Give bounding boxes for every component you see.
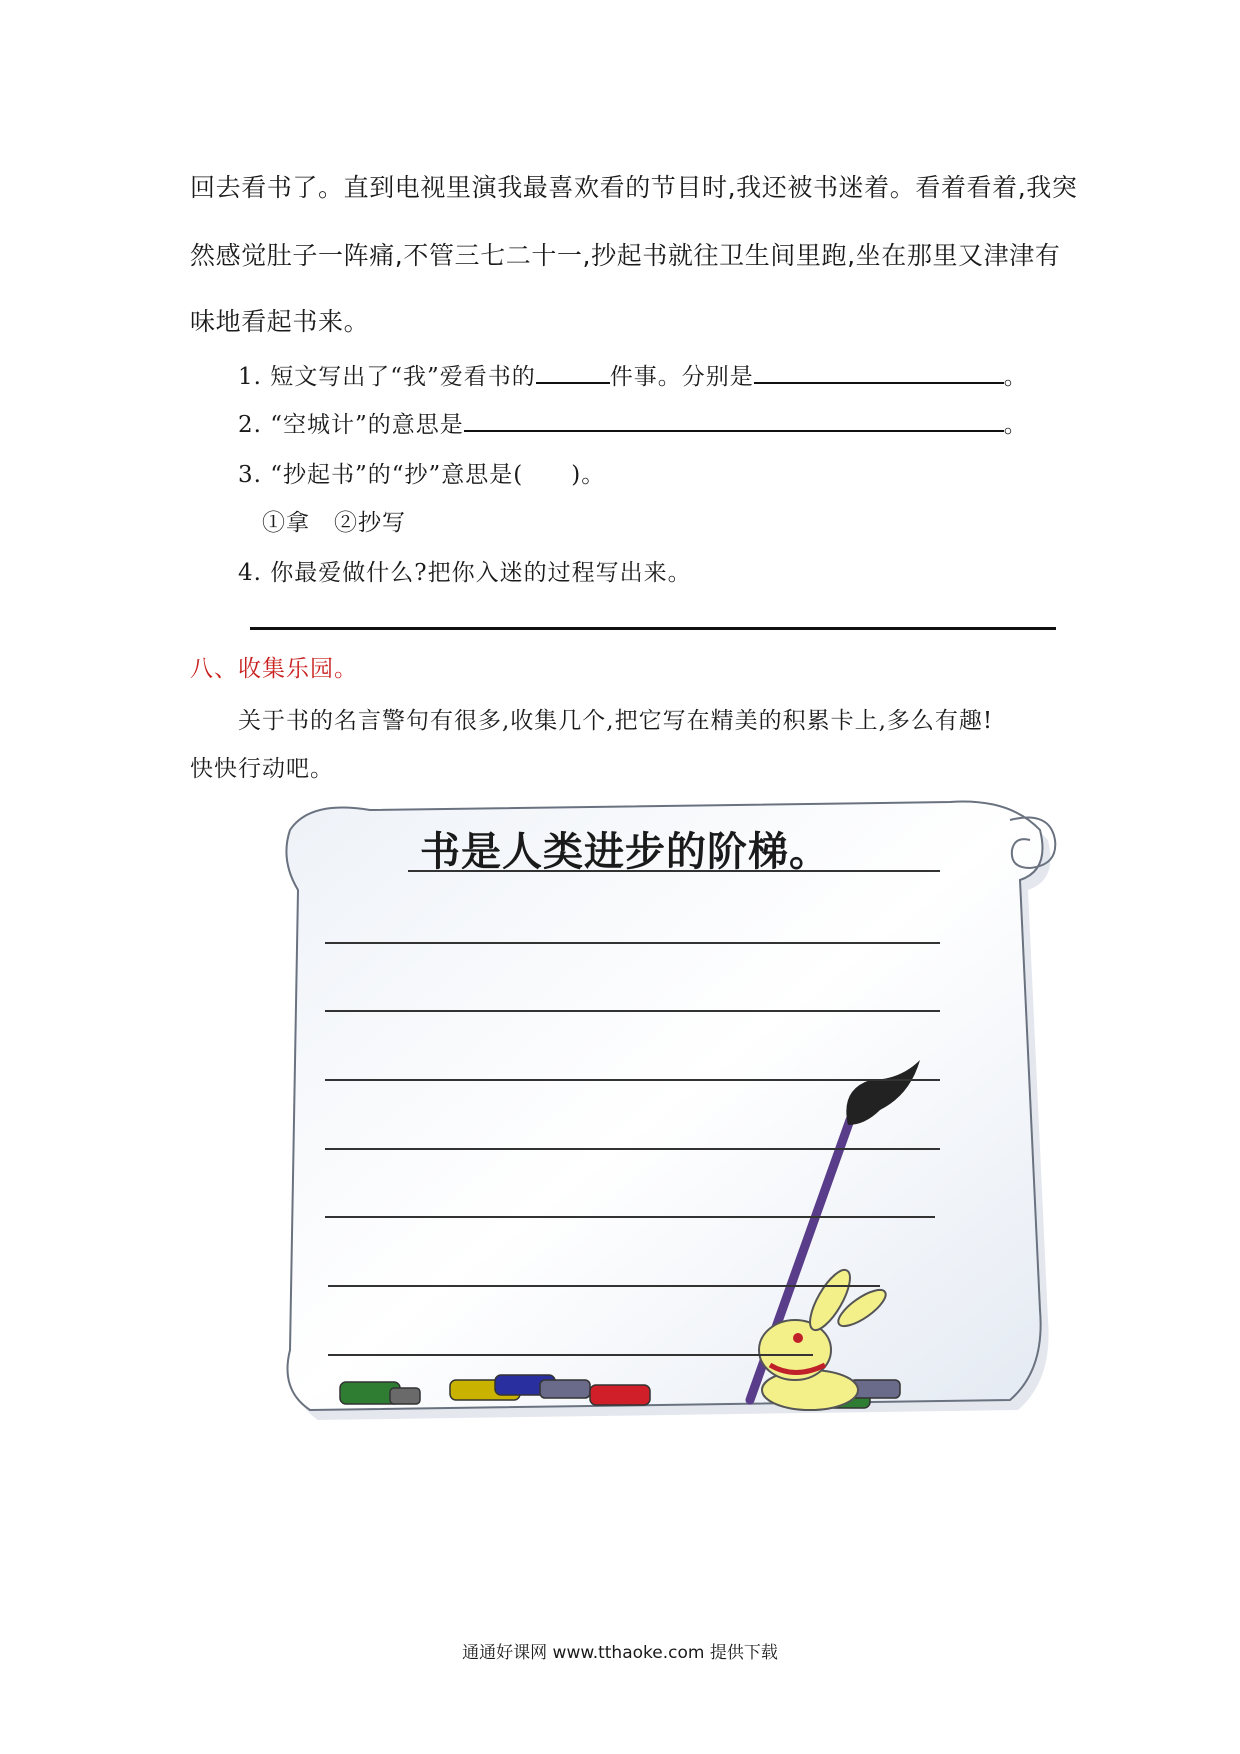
section-8-para-line-2: 快快行动吧。 <box>190 756 334 782</box>
card-line-7[interactable] <box>328 1285 880 1287</box>
question-1 <box>238 358 1028 391</box>
question-1-text-a: 1. 短文写出了“我”爱看书的 <box>238 364 536 390</box>
card-line-3[interactable] <box>325 1010 940 1012</box>
footer-text: 通通好课网 www.tthaoke.com 提供下载 <box>462 1643 778 1663</box>
story-line-1: 回去看书了。直到电视里演我最喜欢看的节目时,我还被书迷着。看着看着,我突 <box>190 173 1078 202</box>
section-8-heading: 八、收集乐园。 <box>190 656 358 682</box>
card-line-8[interactable] <box>328 1354 813 1356</box>
question-4: 4. 你最爱做什么?把你入迷的过程写出来。 <box>238 560 692 586</box>
story-line-3: 味地看起书来。 <box>190 307 370 336</box>
question-1-count-blank[interactable] <box>536 360 610 384</box>
card-line-2[interactable] <box>325 942 940 944</box>
story-line-2: 然感觉肚子一阵痛,不管三七二十一,抄起书就往卫生间里跑,坐在那里又津津有 <box>190 241 1061 270</box>
section-8-para-line-1: 关于书的名言警句有很多,收集几个,把它写在精美的积累卡上,多么有趣! <box>238 708 994 734</box>
card-quote: 书是人类进步的阶梯。 <box>420 829 830 875</box>
question-1-answer-blank[interactable] <box>754 360 1004 384</box>
card-line-6[interactable] <box>325 1216 935 1218</box>
card-line-5[interactable] <box>325 1148 940 1150</box>
card-line-4[interactable] <box>325 1079 940 1081</box>
question-1-text-b: 件事。分别是 <box>609 364 754 390</box>
question-2 <box>238 406 1028 439</box>
question-2-answer-blank[interactable] <box>464 408 1004 432</box>
scroll-card-illustration <box>250 790 1070 1450</box>
question-3: 3. “抄起书”的“抄”意思是( )。 <box>238 462 606 488</box>
question-3-options: ①拿 ②抄写 <box>262 510 406 536</box>
question-2-end: 。 <box>1003 412 1028 438</box>
card-line-1[interactable] <box>408 870 940 872</box>
question-4-answer-line[interactable] <box>250 627 1056 630</box>
scroll-paper <box>286 802 1042 1410</box>
question-2-text: 2. “空城计”的意思是 <box>238 412 464 438</box>
question-1-end: 。 <box>1003 364 1028 390</box>
